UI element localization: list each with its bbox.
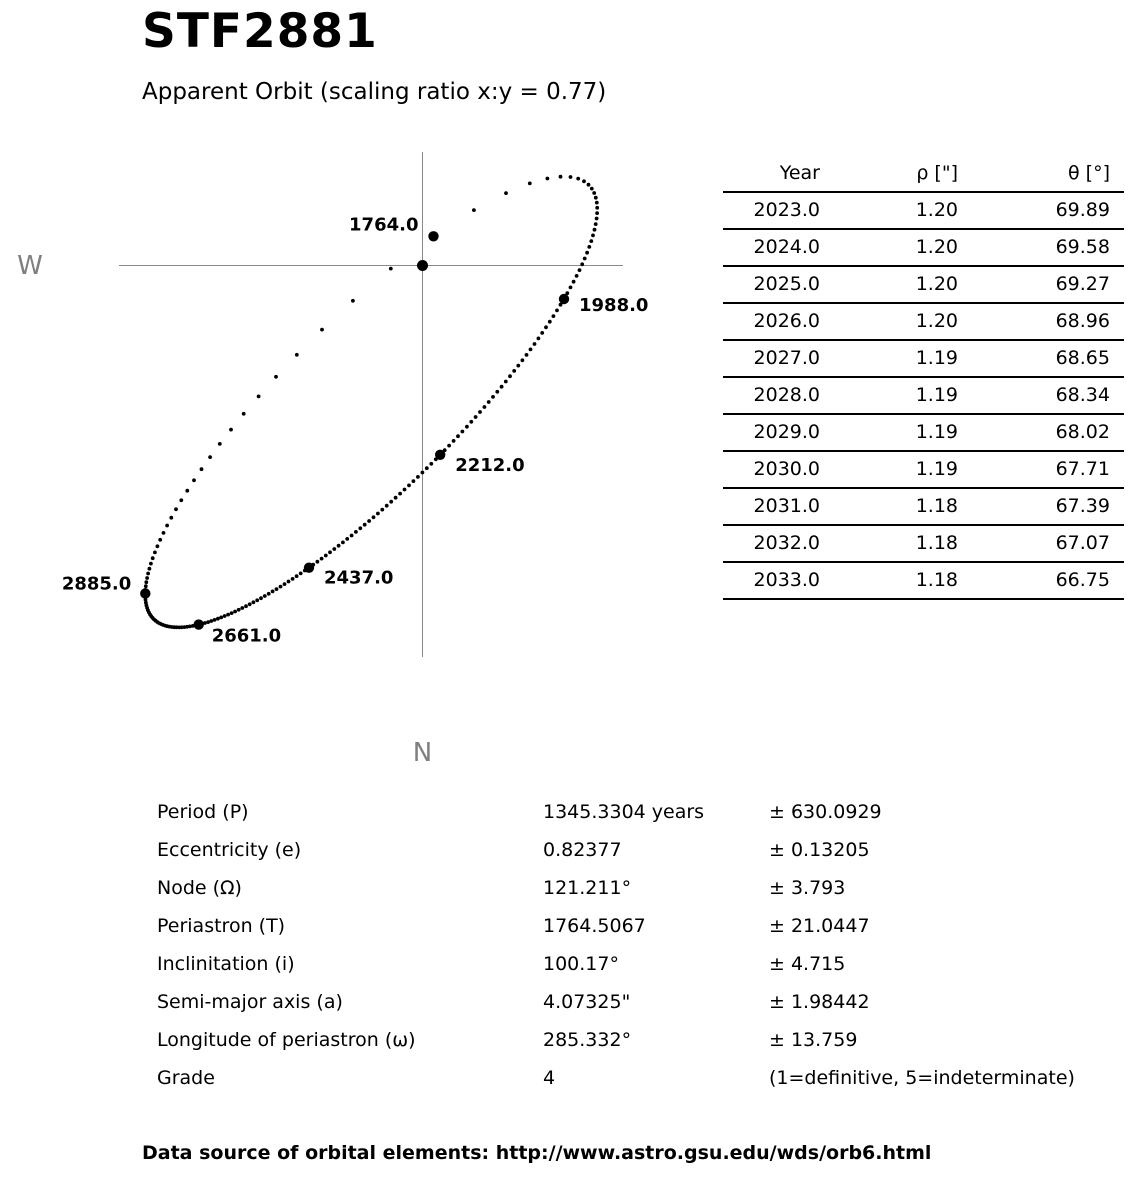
orbit-dot bbox=[516, 364, 520, 368]
table-cell: 66.75 bbox=[972, 562, 1124, 599]
orbit-dot bbox=[320, 328, 324, 332]
epoch-label: 2212.0 bbox=[455, 454, 525, 476]
element-row bbox=[157, 1059, 1107, 1097]
table-row bbox=[723, 525, 1124, 562]
orbit-dot bbox=[569, 286, 573, 290]
orbit-dot bbox=[533, 342, 537, 346]
orbit-dot bbox=[341, 541, 345, 545]
orbit-dot bbox=[504, 191, 508, 195]
epoch-dot bbox=[435, 450, 445, 460]
orbit-dot bbox=[572, 280, 576, 284]
orbit-dot bbox=[148, 567, 152, 571]
orbit-dot bbox=[242, 412, 246, 416]
table-cell: 2032.0 bbox=[723, 525, 834, 562]
orbit-dot bbox=[345, 537, 349, 541]
element-row bbox=[157, 793, 1107, 831]
element-value: 100.17° bbox=[543, 953, 619, 975]
orbit-dot bbox=[259, 596, 263, 600]
orbit-dot bbox=[146, 572, 150, 576]
table-cell: 2026.0 bbox=[723, 303, 834, 340]
orbit-dot bbox=[548, 320, 552, 324]
orbit-dot bbox=[576, 177, 580, 181]
orbit-dot bbox=[151, 556, 155, 560]
orbit-dot bbox=[595, 211, 599, 215]
orbit-dot bbox=[461, 430, 465, 434]
orbit-dot bbox=[295, 574, 299, 578]
orbit-dot bbox=[291, 577, 295, 581]
table-cell: 68.96 bbox=[972, 303, 1124, 340]
orbit-dot bbox=[472, 208, 476, 212]
element-row bbox=[157, 945, 1107, 983]
orbit-dot bbox=[521, 358, 525, 362]
element-value: 121.211° bbox=[543, 877, 632, 899]
orbit-dot bbox=[487, 400, 491, 404]
table-cell: 1.20 bbox=[834, 192, 972, 229]
element-error: ± 21.0447 bbox=[769, 915, 870, 937]
orbit-dot bbox=[495, 390, 499, 394]
table-cell: 2024.0 bbox=[723, 229, 834, 266]
orbit-dot bbox=[223, 614, 227, 618]
element-label: Inclinitation (i) bbox=[157, 953, 295, 975]
table-cell: 1.20 bbox=[834, 303, 972, 340]
element-error: ± 1.98442 bbox=[769, 991, 870, 1013]
orbit-dot bbox=[528, 182, 532, 186]
table-header-row bbox=[723, 156, 1124, 192]
orbit-dot bbox=[324, 554, 328, 558]
orbit-dot bbox=[595, 206, 599, 210]
orbit-dot bbox=[544, 325, 548, 329]
element-label: Eccentricity (e) bbox=[157, 839, 302, 861]
orbit-dot bbox=[456, 434, 460, 438]
orbit-dot bbox=[469, 420, 473, 424]
orbit-dot bbox=[385, 504, 389, 508]
orbital-elements-list bbox=[157, 793, 1107, 1097]
orbit-dot bbox=[145, 576, 149, 580]
element-error: (1=definitive, 5=indeterminate) bbox=[769, 1067, 1075, 1089]
table-cell: 2031.0 bbox=[723, 488, 834, 525]
orbit-dot bbox=[358, 526, 362, 530]
orbit-dot bbox=[389, 500, 393, 504]
orbit-dot bbox=[271, 590, 275, 594]
table-cell: 67.07 bbox=[972, 525, 1124, 562]
element-value: 4.07325" bbox=[543, 991, 631, 1013]
orbit-dot bbox=[351, 299, 355, 303]
orbit-dot bbox=[483, 405, 487, 409]
table-cell: 2030.0 bbox=[723, 451, 834, 488]
orbit-dot bbox=[491, 395, 495, 399]
orbit-dot bbox=[156, 544, 160, 548]
table-cell: 68.34 bbox=[972, 377, 1124, 414]
table-cell: 1.20 bbox=[834, 229, 972, 266]
orbit-dot bbox=[337, 544, 341, 548]
epoch-dot bbox=[140, 588, 150, 598]
element-error: ± 0.13205 bbox=[769, 839, 870, 861]
orbit-dot bbox=[263, 594, 267, 598]
orbit-dot bbox=[465, 425, 469, 429]
orbit-dot bbox=[208, 455, 212, 459]
orbit-dot bbox=[525, 353, 529, 357]
table-cell: 1.18 bbox=[834, 525, 972, 562]
table-cell: 1.19 bbox=[834, 414, 972, 451]
table-cell: 1.18 bbox=[834, 562, 972, 599]
orbit-dot bbox=[244, 604, 248, 608]
orbit-dot bbox=[380, 508, 384, 512]
orbit-dot bbox=[216, 617, 220, 621]
table-cell: 67.39 bbox=[972, 488, 1124, 525]
page-subtitle: Apparent Orbit (scaling ratio x:y = 0.77) bbox=[142, 79, 607, 105]
orbit-dot bbox=[274, 375, 278, 379]
table-cell: 69.89 bbox=[972, 192, 1124, 229]
orbit-dot bbox=[394, 496, 398, 500]
element-label: Node (Ω) bbox=[157, 877, 242, 899]
element-row bbox=[157, 869, 1107, 907]
epoch-label: 1988.0 bbox=[579, 295, 649, 316]
orbit-dot bbox=[412, 479, 416, 483]
primary-star-dot bbox=[417, 260, 428, 271]
data-source-note: Data source of orbital elements: http://www.astro.gsu.edu/wds/orb6.html bbox=[142, 1142, 932, 1164]
orbit-dot bbox=[179, 498, 183, 502]
epoch-dot bbox=[428, 231, 438, 241]
epoch-dot bbox=[559, 294, 569, 304]
orbit-dot bbox=[255, 598, 259, 602]
table-cell: 2027.0 bbox=[723, 340, 834, 377]
orbit-dot bbox=[185, 489, 189, 493]
orbit-dot bbox=[583, 257, 587, 261]
orbit-dot bbox=[508, 374, 512, 378]
table-cell: 2029.0 bbox=[723, 414, 834, 451]
orbit-dot bbox=[165, 524, 169, 528]
orbit-dot bbox=[552, 314, 556, 318]
orbit-dot bbox=[240, 606, 244, 610]
orbit-dot bbox=[283, 582, 287, 586]
epoch-label: 1764.0 bbox=[349, 214, 419, 236]
orbit-dot bbox=[403, 488, 407, 492]
element-row bbox=[157, 831, 1107, 869]
orbit-dot bbox=[592, 191, 596, 195]
orbit-dot bbox=[587, 183, 591, 187]
orbit-dot bbox=[144, 580, 148, 584]
element-row bbox=[157, 907, 1107, 945]
orbit-dot bbox=[206, 620, 210, 624]
orbit-dot bbox=[504, 380, 508, 384]
orbit-dot bbox=[149, 562, 153, 566]
orbit-dot bbox=[200, 467, 204, 471]
orbit-dot bbox=[593, 228, 597, 232]
orbit-dot bbox=[416, 475, 420, 479]
table-row bbox=[723, 451, 1124, 488]
orbit-dot bbox=[429, 462, 433, 466]
table-cell: 1.19 bbox=[834, 377, 972, 414]
orbit-dot bbox=[580, 262, 584, 266]
table-row bbox=[723, 377, 1124, 414]
table-cell: 2033.0 bbox=[723, 562, 834, 599]
table-cell: 2028.0 bbox=[723, 377, 834, 414]
ephemerides-table bbox=[723, 156, 1124, 600]
table-cell: 1.19 bbox=[834, 340, 972, 377]
orbit-dot bbox=[192, 478, 196, 482]
orbit-dot bbox=[512, 369, 516, 373]
orbit-dot bbox=[267, 592, 271, 596]
orbit-dot bbox=[540, 331, 544, 335]
page-title: STF2881 bbox=[142, 4, 378, 59]
element-label: Grade bbox=[157, 1067, 215, 1089]
orbit-dot bbox=[546, 177, 550, 181]
orbit-dot bbox=[595, 217, 599, 221]
element-value: 1345.3304 years bbox=[543, 801, 705, 823]
element-value: 0.82377 bbox=[543, 839, 622, 861]
orbit-dot bbox=[587, 245, 591, 249]
orbit-dot bbox=[372, 515, 376, 519]
orbit-dot bbox=[350, 534, 354, 538]
table-row bbox=[723, 229, 1124, 266]
orbit-dot bbox=[452, 439, 456, 443]
orbit-dot bbox=[578, 268, 582, 272]
table-row bbox=[723, 562, 1124, 599]
element-label: Periastron (T) bbox=[157, 915, 286, 937]
epoch-label: 2437.0 bbox=[324, 567, 394, 589]
table-cell: 2023.0 bbox=[723, 192, 834, 229]
orbit-dot bbox=[421, 471, 425, 475]
orbit-dot bbox=[230, 611, 234, 615]
element-row bbox=[157, 1021, 1107, 1059]
orbit-dot bbox=[316, 560, 320, 564]
table-row bbox=[723, 414, 1124, 451]
orbit-dot bbox=[447, 444, 451, 448]
table-cell: 67.71 bbox=[972, 451, 1124, 488]
table-column-header: θ [°] bbox=[972, 156, 1124, 192]
orbit-dot bbox=[594, 222, 598, 226]
orbit-dot bbox=[320, 557, 324, 561]
element-label: Longitude of periastron (ω) bbox=[157, 1029, 416, 1051]
orbit-dot bbox=[275, 587, 279, 591]
table-row bbox=[723, 266, 1124, 303]
table-row bbox=[723, 340, 1124, 377]
orbit-dot bbox=[169, 516, 173, 520]
table-cell: 68.65 bbox=[972, 340, 1124, 377]
orbit-dot bbox=[389, 267, 393, 271]
table-column-header: ρ ["] bbox=[834, 156, 972, 192]
orbit-dot bbox=[569, 175, 573, 179]
epoch-label: 2661.0 bbox=[211, 625, 282, 647]
orbit-dot bbox=[398, 492, 402, 496]
element-row bbox=[157, 983, 1107, 1021]
orbit-dot bbox=[589, 239, 593, 243]
orbit-dot bbox=[582, 179, 586, 183]
orbit-dot bbox=[226, 613, 230, 617]
table-cell: 68.02 bbox=[972, 414, 1124, 451]
orbit-dot bbox=[591, 234, 595, 238]
element-label: Semi-major axis (a) bbox=[157, 991, 343, 1013]
table-cell: 1.19 bbox=[834, 451, 972, 488]
epoch-dot bbox=[304, 563, 314, 573]
table-cell: 1.20 bbox=[834, 266, 972, 303]
orbit-dot bbox=[252, 600, 256, 604]
table-cell: 2025.0 bbox=[723, 266, 834, 303]
orbit-dot bbox=[229, 428, 233, 432]
orbit-dot bbox=[529, 348, 533, 352]
orbit-dot bbox=[585, 251, 589, 255]
element-error: ± 630.0929 bbox=[769, 801, 882, 823]
orbit-dot bbox=[295, 353, 299, 357]
element-error: ± 4.715 bbox=[769, 953, 846, 975]
orbit-dot bbox=[594, 196, 598, 200]
orbit-dot bbox=[474, 415, 478, 419]
element-value: 4 bbox=[543, 1067, 556, 1089]
orbit-dot bbox=[559, 175, 563, 179]
orbit-dot bbox=[332, 547, 336, 551]
element-label: Period (P) bbox=[157, 801, 249, 823]
table-column-header: Year bbox=[723, 156, 834, 192]
orbit-dot bbox=[407, 484, 411, 488]
orbit-dot bbox=[575, 274, 579, 278]
orbit-dot bbox=[425, 466, 429, 470]
orbit-dot bbox=[354, 530, 358, 534]
element-value: 1764.5067 bbox=[543, 915, 646, 937]
orbit-dot bbox=[299, 572, 303, 576]
epoch-dot bbox=[194, 619, 204, 629]
table-cell: 69.58 bbox=[972, 229, 1124, 266]
orbit-dot bbox=[363, 523, 367, 527]
table-row bbox=[723, 192, 1124, 229]
table-row bbox=[723, 488, 1124, 525]
orbit-dot bbox=[595, 201, 599, 205]
orbit-dot bbox=[500, 385, 504, 389]
element-error: ± 13.759 bbox=[769, 1029, 858, 1051]
element-error: ± 3.793 bbox=[769, 877, 846, 899]
orbit-dot bbox=[555, 309, 559, 313]
orbit-dots-group bbox=[62, 175, 649, 647]
orbit-dot bbox=[218, 442, 222, 446]
orbit-dot bbox=[328, 550, 332, 554]
orbit-dot bbox=[257, 395, 261, 399]
orbit-dot bbox=[376, 512, 380, 516]
orbit-dot bbox=[537, 337, 541, 341]
orbit-dot bbox=[153, 551, 157, 555]
epoch-label: 2885.0 bbox=[61, 573, 132, 595]
orbit-dot bbox=[478, 410, 482, 414]
table-cell: 1.18 bbox=[834, 488, 972, 525]
orbit-dot bbox=[237, 608, 241, 612]
orbit-dot bbox=[233, 610, 237, 614]
table-row bbox=[723, 303, 1124, 340]
table-cell: 69.27 bbox=[972, 266, 1124, 303]
orbit-dot bbox=[590, 187, 594, 191]
orbit-dot bbox=[279, 585, 283, 589]
orbit-dot bbox=[144, 584, 148, 588]
element-value: 285.332° bbox=[543, 1029, 632, 1051]
orbit-dot bbox=[158, 538, 162, 542]
orbit-dot bbox=[367, 519, 371, 523]
north-axis-label: N bbox=[412, 738, 433, 768]
orbit-dot bbox=[248, 602, 252, 606]
orbit-dot bbox=[174, 507, 178, 511]
orbit-dot bbox=[219, 616, 223, 620]
orbit-dot bbox=[287, 580, 291, 584]
orbit-dot bbox=[162, 531, 166, 535]
west-axis-label: W bbox=[17, 251, 43, 281]
